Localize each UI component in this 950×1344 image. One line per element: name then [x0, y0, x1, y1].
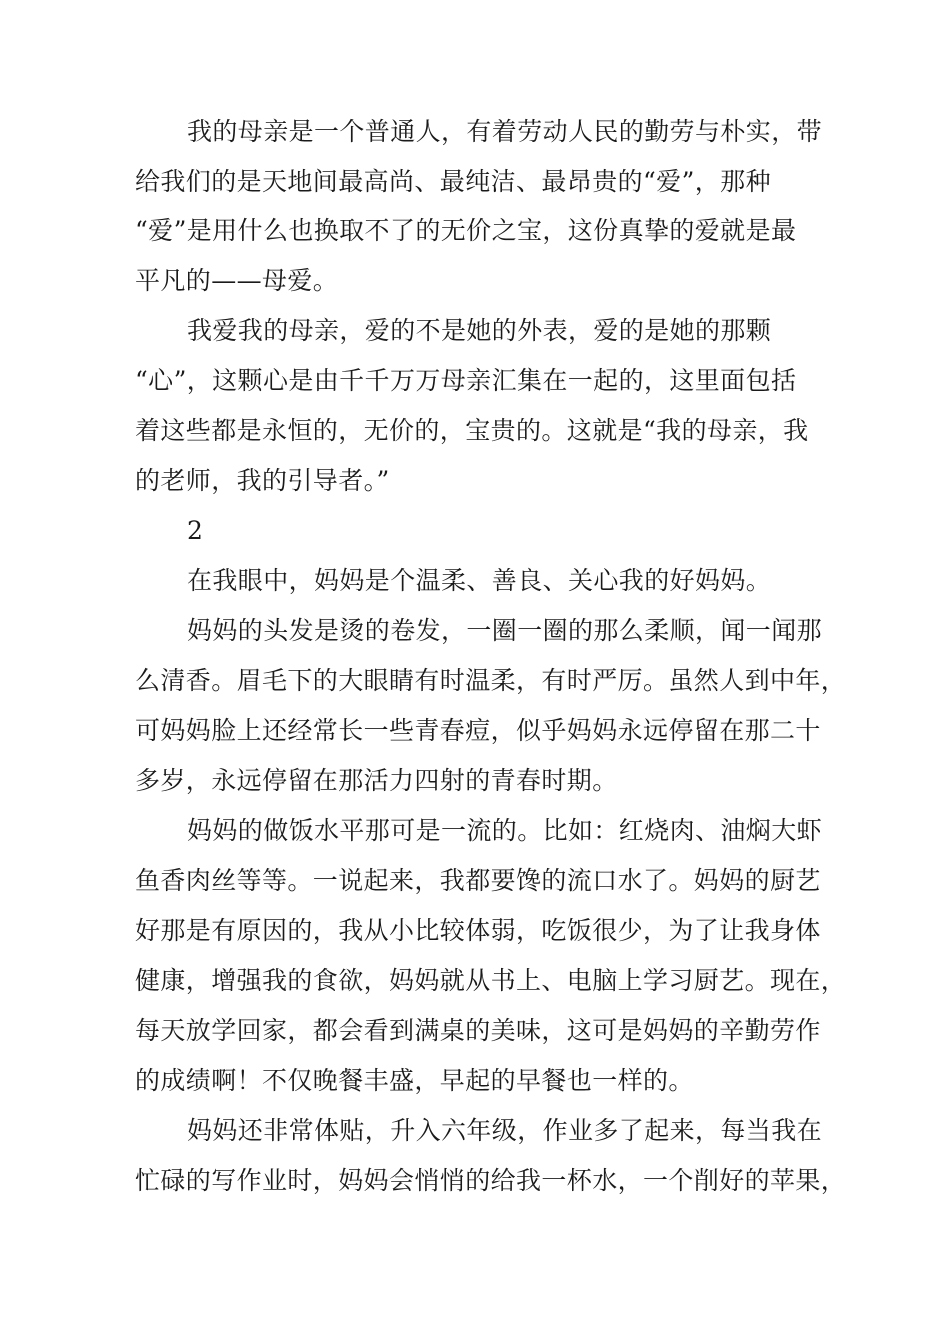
text-line: 好那是有原因的，我从小比较体弱，吃饭很少，为了让我身体	[135, 916, 821, 945]
text-line: 妈妈的头发是烫的卷发，一圈一圈的那么柔顺，闻一闻那	[187, 616, 823, 645]
text-line: 的老师，我的引导者。”	[135, 466, 390, 495]
text-line: 多岁，永远停留在那活力四射的青春时期。	[135, 766, 618, 795]
text-line: 平凡的——母爱。	[135, 266, 339, 295]
text-line: 妈妈的做饭水平那可是一流的。比如：红烧肉、油焖大虾	[187, 816, 823, 845]
text-line: 么清香。眉毛下的大眼睛有时温柔，有时严厉。虽然人到中年，	[135, 666, 847, 695]
text-line: 我爱我的母亲，爱的不是她的外表，爱的是她的那颗	[187, 316, 772, 345]
text-line: 可妈妈脸上还经常长一些青春痘，似乎妈妈永远停留在那二十	[135, 716, 821, 745]
text-line: 着这些都是永恒的，无价的，宝贵的。这就是“我的母亲，我	[135, 416, 809, 445]
text-line: “爱”是用什么也换取不了的无价之宝，这份真挚的爱就是最	[135, 216, 797, 245]
text-line: 健康，增强我的食欲，妈妈就从书上、电脑上学习厨艺。现在，	[135, 966, 847, 995]
text-line: “心”，这颗心是由千千万万母亲汇集在一起的，这里面包括	[135, 366, 797, 395]
text-line: 每天放学回家，都会看到满桌的美味，这可是妈妈的辛勤劳作	[135, 1016, 821, 1045]
text-line: 我的母亲是一个普通人，有着劳动人民的勤劳与朴实，带	[187, 117, 823, 146]
text-line: 忙碌的写作业时，妈妈会悄悄的给我一杯水，一个削好的苹果，	[135, 1166, 847, 1195]
text-line: 妈妈还非常体贴，升入六年级，作业多了起来，每当我在	[187, 1116, 823, 1145]
text-line: 在我眼中，妈妈是个温柔、善良、关心我的好妈妈。	[187, 566, 772, 595]
text-line: 鱼香肉丝等等。一说起来，我都要馋的流口水了。妈妈的厨艺	[135, 866, 821, 895]
text-line: 的成绩啊！不仅晚餐丰盛，早起的早餐也一样的。	[135, 1066, 694, 1095]
text-line: 给我们的是天地间最高尚、最纯洁、最昂贵的“爱”，那种	[135, 167, 771, 196]
section-number: 2	[187, 516, 204, 545]
